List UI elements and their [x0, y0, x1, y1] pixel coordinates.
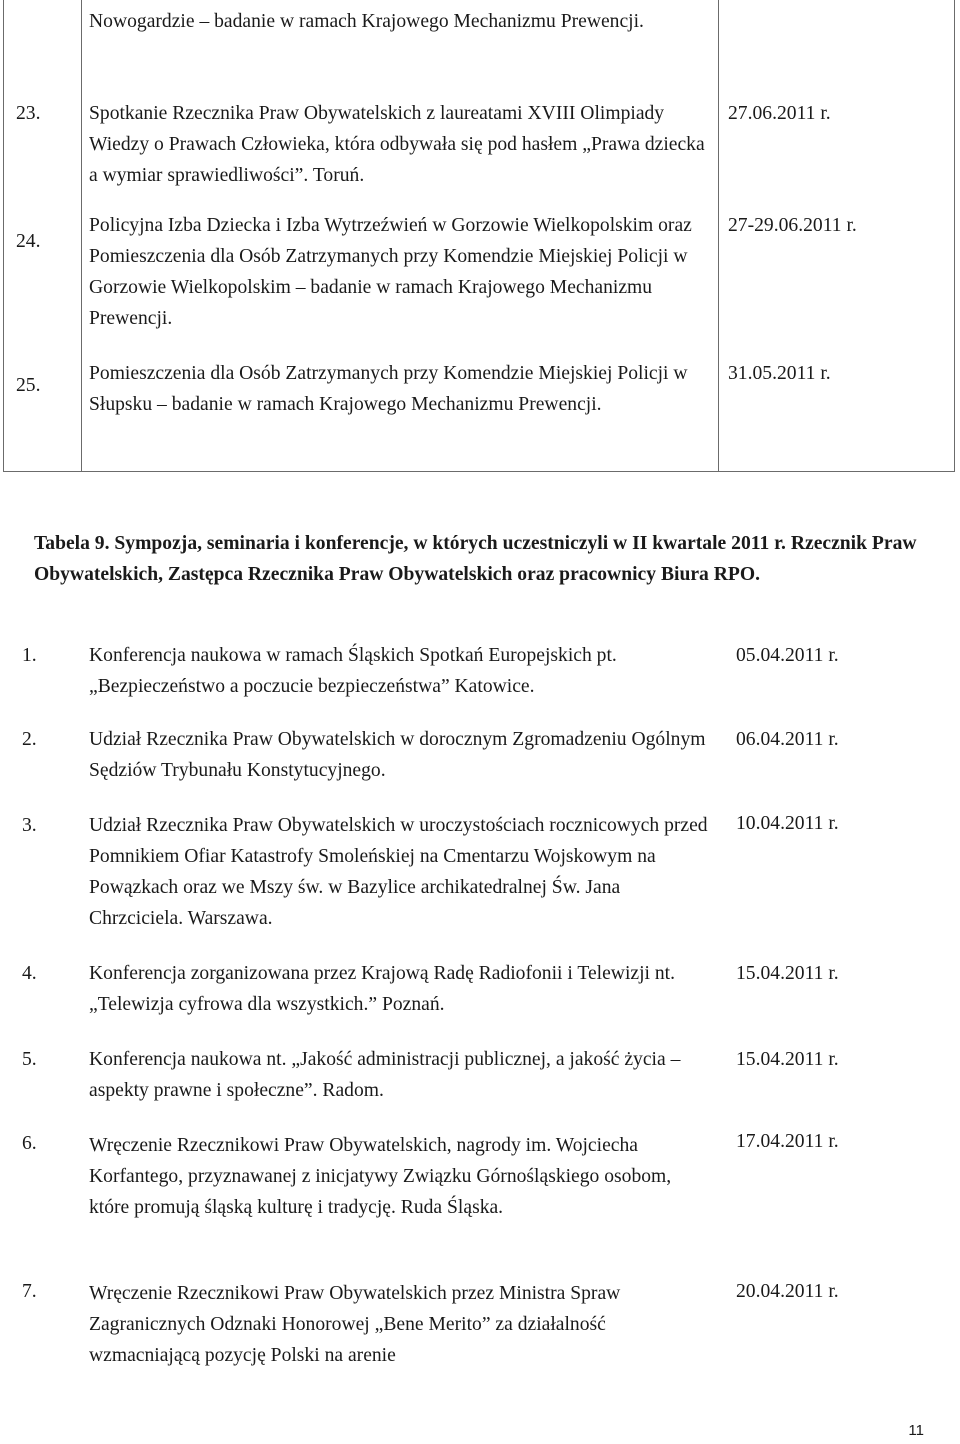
row-number: 1. — [22, 645, 37, 666]
row-number: 2. — [22, 729, 37, 750]
row-description: Konferencja naukowa nt. „Jakość administracji publicznej, a jakość życia – aspekty prawne i społeczne”. Radom. — [89, 1049, 681, 1101]
top-table — [0, 0, 960, 472]
row-number: 24. — [16, 231, 41, 252]
row-description: Pomieszczenia dla Osób Zatrzymanych przy Komendzie Miejskiej Policji w Słupsku – badanie w ramach Krajowego Mechanizmu Prewencji. — [89, 363, 688, 415]
row-date: 15.04.2011 r. — [736, 1049, 839, 1070]
row-description: Konferencja naukowa w ramach Śląskich Spotkań Europejskich pt. „Bezpieczeństwo a poczucie bezpieczeństwa” Katowice. — [89, 645, 617, 697]
row-description: Wręczenie Rzecznikowi Praw Obywatelskich, nagrody im. Wojciecha Korfantego, przyznawanej z inicjatywy Związku Górnośląskiego osobom, które promują śląską kulturę i tradycję. Ruda Śląska. — [89, 1135, 672, 1218]
row-number: 4. — [22, 963, 37, 984]
row-date: 10.04.2011 r. — [736, 813, 839, 834]
row-number: 23. — [16, 103, 41, 124]
row-date: 05.04.2011 r. — [736, 645, 839, 666]
row-date: 27-29.06.2011 r. — [728, 215, 857, 236]
row-date: 20.04.2011 r. — [736, 1281, 839, 1302]
row-description: Udział Rzecznika Praw Obywatelskich w dorocznym Zgromadzeniu Ogólnym Sędziów Trybunału Konstytucyjnego. — [89, 729, 706, 781]
row-description: Udział Rzecznika Praw Obywatelskich w uroczystościach rocznicowych przed Pomnikiem Ofiar Katastrofy Smoleńskiej na Cmentarzu Wojskowym na Powązkach oraz we Mszy św. w Bazylice archikatedralnej Św. Jana Chrzciciela. Warszawa. — [89, 815, 708, 929]
row-number: 7. — [22, 1281, 37, 1302]
row-number: 3. — [22, 815, 37, 836]
row-date: 31.05.2011 r. — [728, 363, 831, 384]
row-description: Spotkanie Rzecznika Praw Obywatelskich z laureatami XVIII Olimpiady Wiedzy o Prawach Człowieka, która odbywała się pod hasłem „Prawa dziecka a wymiar sprawiedliwości”. Toruń. — [89, 103, 705, 186]
row-description: Konferencja zorganizowana przez Krajową Radę Radiofonii i Telewizji nt. „Telewizja cyfrowa dla wszystkich.” Poznań. — [89, 963, 676, 1015]
row-number: 25. — [16, 375, 41, 396]
row-number: 6. — [22, 1133, 37, 1154]
page-number: 11 — [908, 1422, 924, 1439]
row-date: 17.04.2011 r. — [736, 1131, 839, 1152]
row-date: 06.04.2011 r. — [736, 729, 839, 750]
row-number: 5. — [22, 1049, 37, 1070]
table-caption: Tabela 9. Sympozja, seminaria i konferencje, w których uczestniczyli w II kwartale 2011 r. Rzecznik Praw Obywatelskich, Zastępca Rzecznika Praw Obywatelskich oraz pracownicy Biura RPO. — [34, 533, 917, 585]
row-description: Nowogardzie – badanie w ramach Krajowego Mechanizmu Prewencji. — [89, 11, 644, 32]
row-description: Policyjna Izba Dziecka i Izba Wytrzeźwień w Gorzowie Wielkopolskim oraz Pomieszczenia dla Osób Zatrzymanych przy Komendzie Miejskiej Policji w Gorzowie Wielkopolskim – badanie w ramach Krajowego Mechanizmu Prewencji. — [89, 215, 692, 329]
row-date: 15.04.2011 r. — [736, 963, 839, 984]
row-description: Wręczenie Rzecznikowi Praw Obywatelskich przez Ministra Spraw Zagranicznych Odznaki Honorowej „Bene Merito” za działalność wzmacniającą pozycję Polski na arenie — [89, 1283, 621, 1366]
row-date: 27.06.2011 r. — [728, 103, 831, 124]
